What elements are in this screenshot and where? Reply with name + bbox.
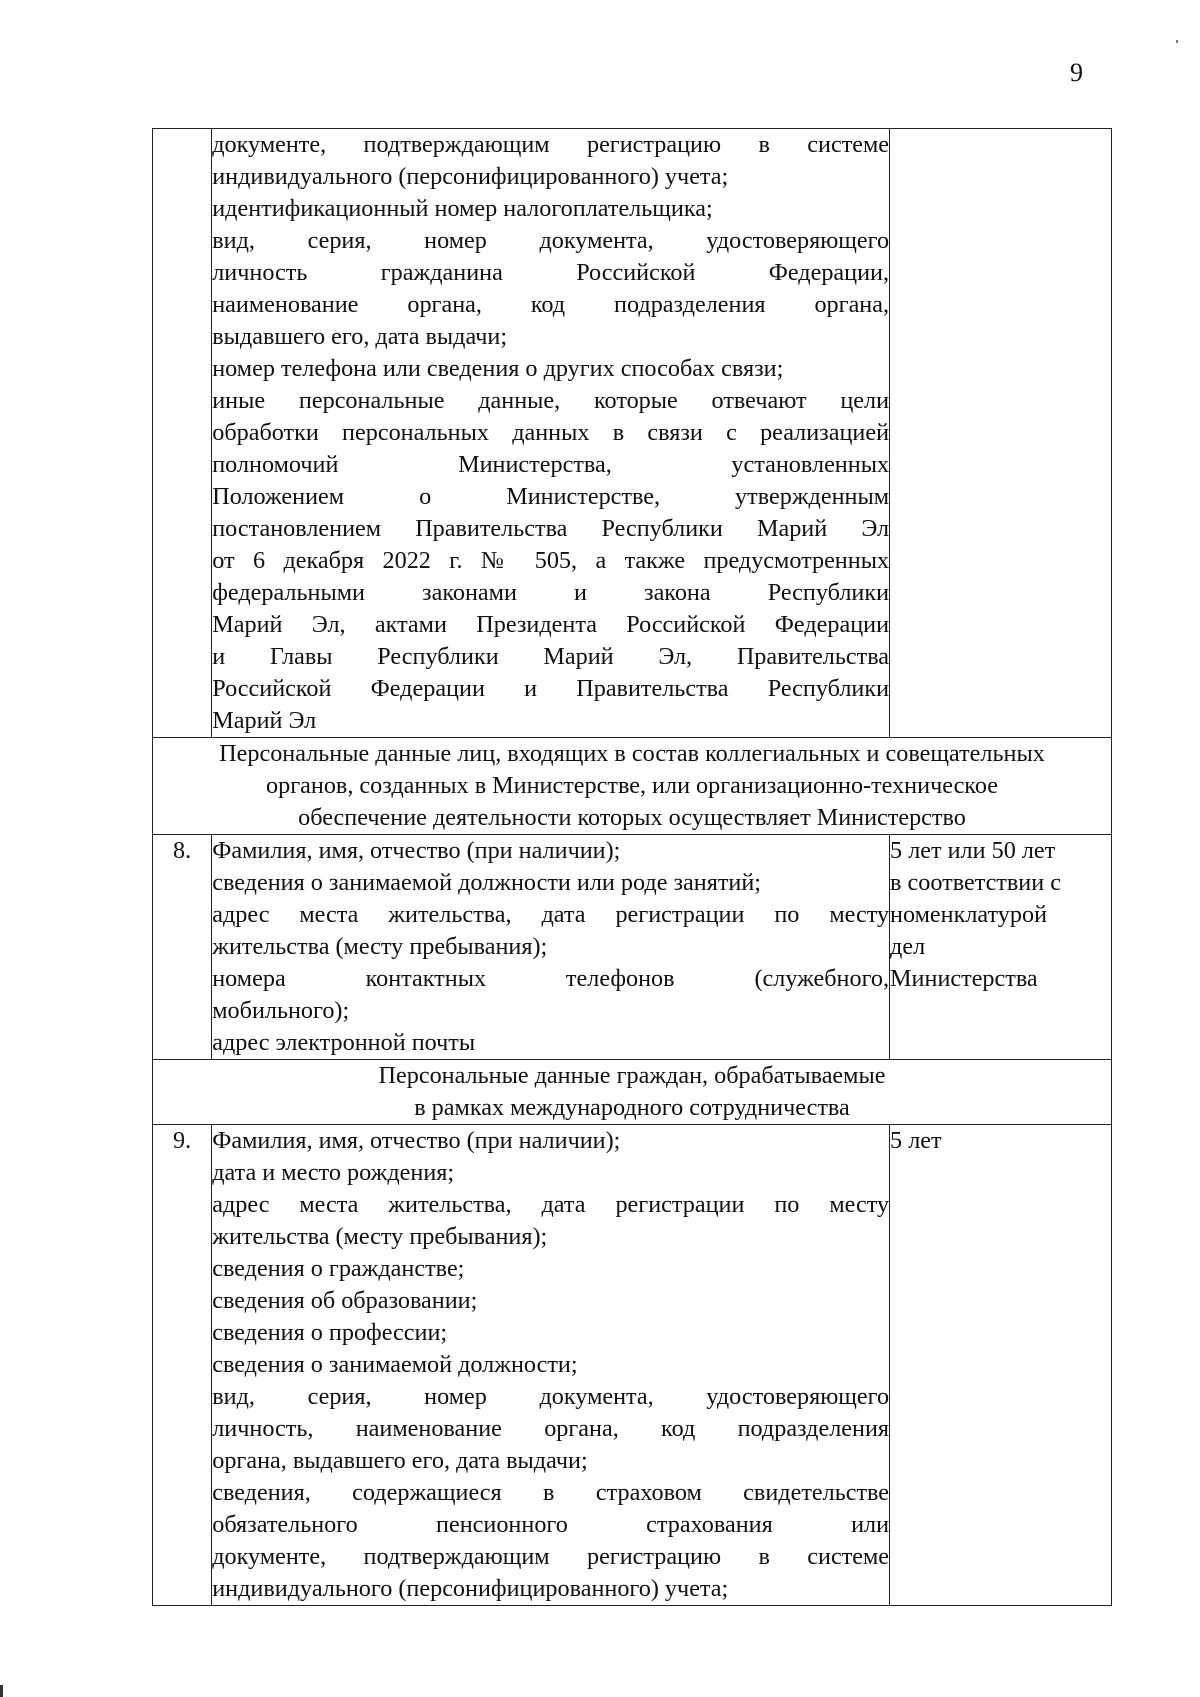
data-line: жительства (месту пребывания); xyxy=(212,933,548,960)
section-header-line: в рамках международного сотрудничества xyxy=(414,1094,850,1121)
table-row xyxy=(153,835,1112,1060)
term-line: Министерства xyxy=(890,965,1038,992)
data-line: личность гражданина Российской Федерации, xyxy=(212,259,890,286)
data-line: постановлением Правительства Республики Марий Эл xyxy=(212,515,890,542)
data-line: дата и место рождения; xyxy=(212,1159,455,1186)
data-line: обработки персональных данных в связи с реализацией xyxy=(212,419,890,446)
data-line: наименование органа, код подразделения органа, xyxy=(212,291,890,318)
data-line: сведения, содержащиеся в страховом свидетельстве xyxy=(212,1479,890,1506)
data-line: номер телефона или сведения о других способах связи; xyxy=(212,355,784,382)
section-header-line: органов, созданных в Министерстве, или организационно-техническое xyxy=(266,772,998,799)
data-line: документе, подтверждающим регистрацию в системе xyxy=(212,1543,890,1570)
data-line: Положением о Министерстве, утвержденным xyxy=(212,483,890,510)
retention-term xyxy=(890,1125,1112,1606)
table-row xyxy=(153,129,1112,738)
data-line: от 6 декабря 2022 г. № 505, а также предусмотренных xyxy=(212,547,890,574)
term-line: 5 лет xyxy=(890,1127,942,1154)
data-line: индивидуального (персонифицированного) учета; xyxy=(212,163,729,190)
data-line: вид, серия, номер документа, удостоверяющего xyxy=(212,227,890,254)
data-line: сведения о занимаемой должности; xyxy=(212,1351,578,1378)
section-header xyxy=(153,738,1112,835)
data-line: органа, выдавшего его, дата выдачи; xyxy=(212,1447,588,1474)
data-line: индивидуального (персонифицированного) учета; xyxy=(212,1575,729,1602)
data-line: Марий Эл, актами Президента Российской Федерации xyxy=(212,611,890,638)
personal-data-table xyxy=(152,128,1112,1606)
data-line: федеральными законами и закона Республики xyxy=(212,579,890,606)
section-header-line: Персональные данные граждан, обрабатываемые xyxy=(378,1062,886,1089)
data-line: выдавшего его, дата выдачи; xyxy=(212,323,508,350)
data-line: Фамилия, имя, отчество (при наличии); xyxy=(212,837,621,864)
data-list xyxy=(212,129,890,738)
section-header-line: обеспечение деятельности которых осуществляет Министерство xyxy=(298,804,966,831)
row-number xyxy=(153,129,212,738)
term-line: дел xyxy=(890,933,926,960)
data-line: адрес электронной почты xyxy=(212,1029,476,1056)
data-line: личность, наименование органа, код подразделения xyxy=(212,1415,890,1442)
data-line: сведения о гражданстве; xyxy=(212,1255,465,1282)
data-line: сведения о профессии; xyxy=(212,1319,448,1346)
section-header-line: Персональные данные лиц, входящих в состав коллегиальных и совещательных xyxy=(219,740,1045,767)
page-number: 9 xyxy=(1070,58,1083,87)
data-line: документе, подтверждающим регистрацию в системе xyxy=(212,131,890,158)
term-line: 5 лет или 50 лет xyxy=(890,837,1056,864)
retention-term xyxy=(890,835,1112,1060)
term-line: в соответствии с xyxy=(890,869,1061,896)
table-row xyxy=(153,1125,1112,1606)
data-line: Марий Эл xyxy=(212,707,317,734)
scan-mark xyxy=(0,1685,3,1697)
data-line: идентификационный номер налогоплательщика; xyxy=(212,195,713,222)
data-line: Фамилия, имя, отчество (при наличии); xyxy=(212,1127,621,1154)
data-line: и Главы Республики Марий Эл, Правительства xyxy=(212,643,890,670)
scan-speck xyxy=(1176,40,1178,43)
data-line: номера контактных телефонов (служебного, xyxy=(212,965,890,992)
data-line: адрес места жительства, дата регистрации по месту xyxy=(212,1191,890,1218)
data-line: полномочий Министерства, установленных xyxy=(212,451,890,478)
data-line: иные персональные данные, которые отвечают цели xyxy=(212,387,890,414)
section-header-row xyxy=(153,1060,1112,1125)
data-line: мобильного); xyxy=(212,997,350,1024)
data-line: сведения о занимаемой должности или роде занятий; xyxy=(212,869,762,896)
data-line: вид, серия, номер документа, удостоверяющего xyxy=(212,1383,890,1410)
row-number: 9. xyxy=(153,1125,212,1606)
data-line: Российской Федерации и Правительства Республики xyxy=(212,675,890,702)
section-header-row xyxy=(153,738,1112,835)
section-header xyxy=(153,1060,1112,1125)
retention-term xyxy=(890,129,1112,738)
row-number: 8. xyxy=(153,835,212,1060)
data-line: жительства (месту пребывания); xyxy=(212,1223,548,1250)
term-line: номенклатурой xyxy=(890,901,1048,928)
data-list xyxy=(212,1125,890,1606)
data-line: обязательного пенсионного страхования или xyxy=(212,1511,890,1538)
data-list xyxy=(212,835,890,1060)
data-line: сведения об образовании; xyxy=(212,1287,478,1314)
data-line: адрес места жительства, дата регистрации по месту xyxy=(212,901,890,928)
